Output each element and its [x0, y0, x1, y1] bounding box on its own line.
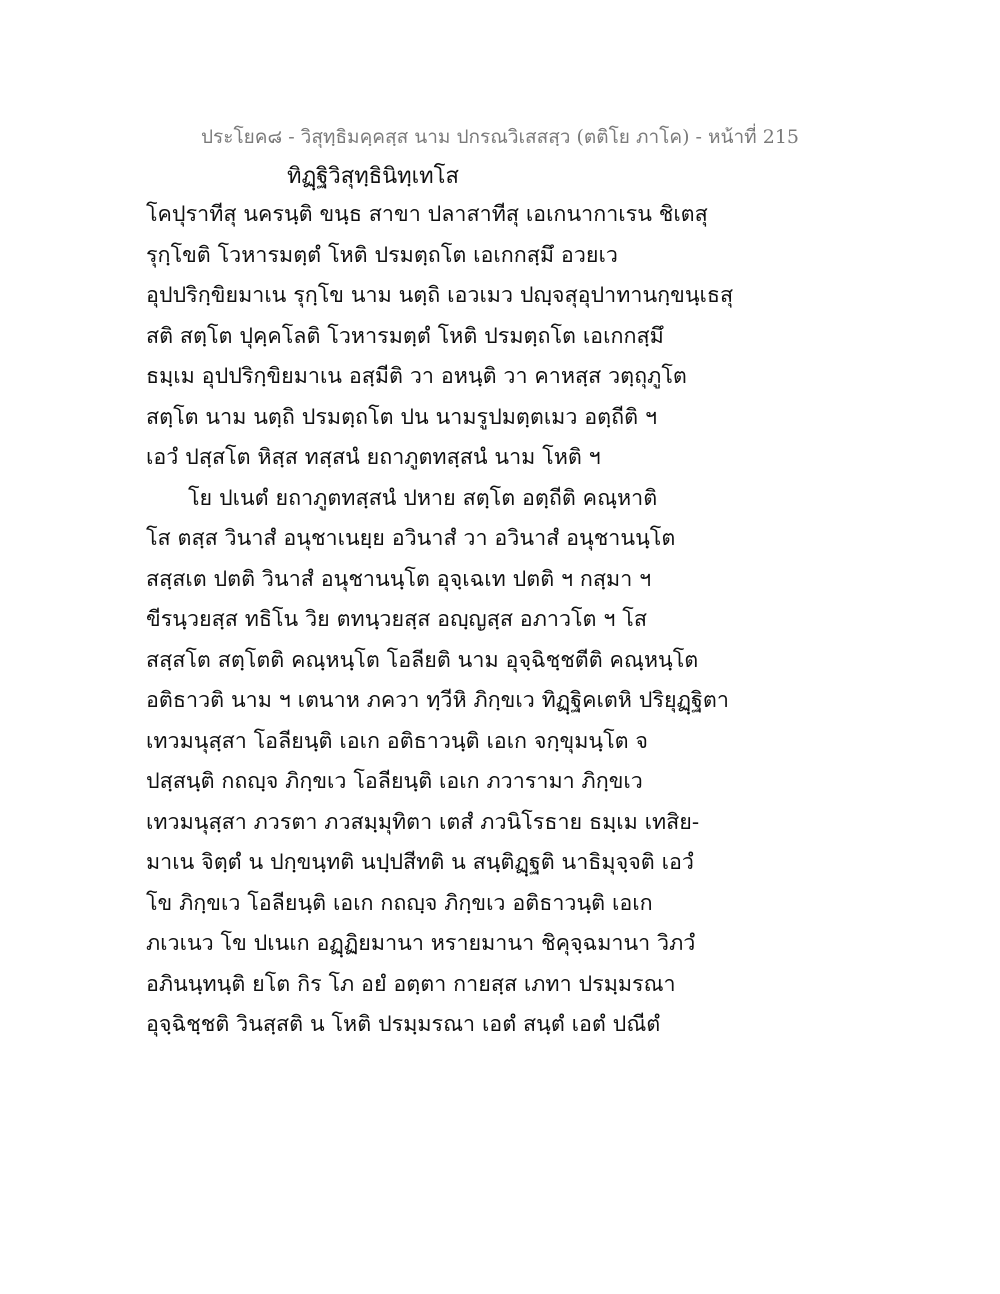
text-line: ธมฺเม อุปปริกฺขิยมาเน อสฺมีติ วา อหนฺติ วา คาหสฺส วตฺถุภูโต: [146, 364, 687, 389]
text-line: เทวมนุสฺสา โอลียนฺติ เอเก อติธาวนฺติ เอเก จกฺขุมนฺโต จ: [146, 728, 649, 754]
body-text: [146, 195, 734, 1046]
text-line: สตฺโต นาม นตฺถิ ปรมตฺถโต ปน นามรูปมตฺตเมว อตฺถีติ ฯ: [146, 404, 658, 430]
text-line: อติธาวติ นาม ฯ เตนาห ภควา ทฺวีหิ ภิกฺขเว ทิฏฺฐิคเตหิ ปริยุฏฺฐิตา: [146, 688, 729, 713]
text-line: โข ภิกฺขเว โอลียนฺติ เอเก กถญฺจ ภิกฺขเว อติธาวนฺติ เอเก: [146, 890, 653, 916]
paragraph-start-line: โย ปเนตํ ยถาภูตทสฺสนํ ปหาย สตฺโต อตฺถีติ คณฺหาติ: [188, 485, 658, 511]
text-line: มาเน จิตฺตํ น ปกฺขนฺทติ นปฺปสีทติ น สนฺติฏฺฐติ นาธิมุจฺจติ เอวํ: [146, 850, 694, 875]
text-line: สสฺสโต สตฺโตติ คณฺหนฺโต โอลียติ นาม อุจฺฉิชฺชตีติ คณฺหนฺโต: [146, 647, 699, 673]
text-line: โส ตสฺส วินาสํ อนุชาเนยฺย อวินาสํ วา อวินาสํ อนุชานนฺโต: [146, 526, 676, 551]
text-line: อุจฺฉิชฺชติ วินสฺสติ น โหติ ปรมฺมรณา เอตํ สนฺตํ เอตํ ปณีตํ: [146, 1012, 661, 1037]
text-line: เอวํ ปสฺสโต หิสฺส ทสฺสนํ ยถาภูตทสฺสนํ นาม โหติ ฯ: [146, 445, 601, 470]
text-line: เทวมนุสฺสา ภวรตา ภวสมฺมุทิตา เตสํ ภวนิโรธาย ธมฺเม เทสิย-: [146, 809, 700, 835]
text-line: ขีรนฺวยสฺส ทธิโน วิย ตทนฺวยสฺส อญฺญสฺส อภาวโต ฯ โส: [146, 607, 647, 632]
running-header: ประโยค๘ - วิสุทฺธิมคฺคสฺส นาม ปกรณวิเสสสฺว (ตติโย ภาโค) - หน้าที่ 215: [200, 126, 800, 148]
text-line: ภเวเนว โข ปเนเก อฏฺฏิยมานา หรายมานา ชิคุจฺฉมานา วิภวํ: [146, 931, 696, 956]
text-line: สสฺสเต ปตติ วินาสํ อนุชานนฺโต อุจฺเฉเท ปตติ ฯ กสฺมา ฯ: [146, 566, 652, 592]
text-line: อุปปริกฺขิยมาเน รุกฺโข นาม นตฺถิ เอวเมว ปญฺจสุอุปาทานกฺขนฺเธสุ: [146, 283, 734, 308]
section-title: ทิฏฺฐิวิสุทฺธินิทฺเทโส: [287, 164, 459, 189]
text-line: ปสฺสนฺติ กถญฺจ ภิกฺขเว โอลียนฺติ เอเก ภวารามา ภิกฺขเว: [146, 769, 643, 794]
text-line: โคปุราทีสุ นครนฺติ ขนฺธ สาขา ปลาสาทีสุ เอเกนากาเรน ชิเตสุ: [146, 202, 708, 227]
text-line: อภินนฺทนฺติ ยโต กิร โภ อยํ อตฺตา กายสฺส เภทา ปรมฺมรณา: [146, 971, 676, 997]
text-line: รุกฺโขติ โวหารมตฺตํ โหติ ปรมตฺถโต เอเกกสฺมึ อวยเว: [146, 242, 618, 268]
text-line: สติ สตฺโต ปุคฺคโลติ โวหารมตฺตํ โหติ ปรมตฺถโต เอเกกสฺมึ: [146, 323, 664, 349]
